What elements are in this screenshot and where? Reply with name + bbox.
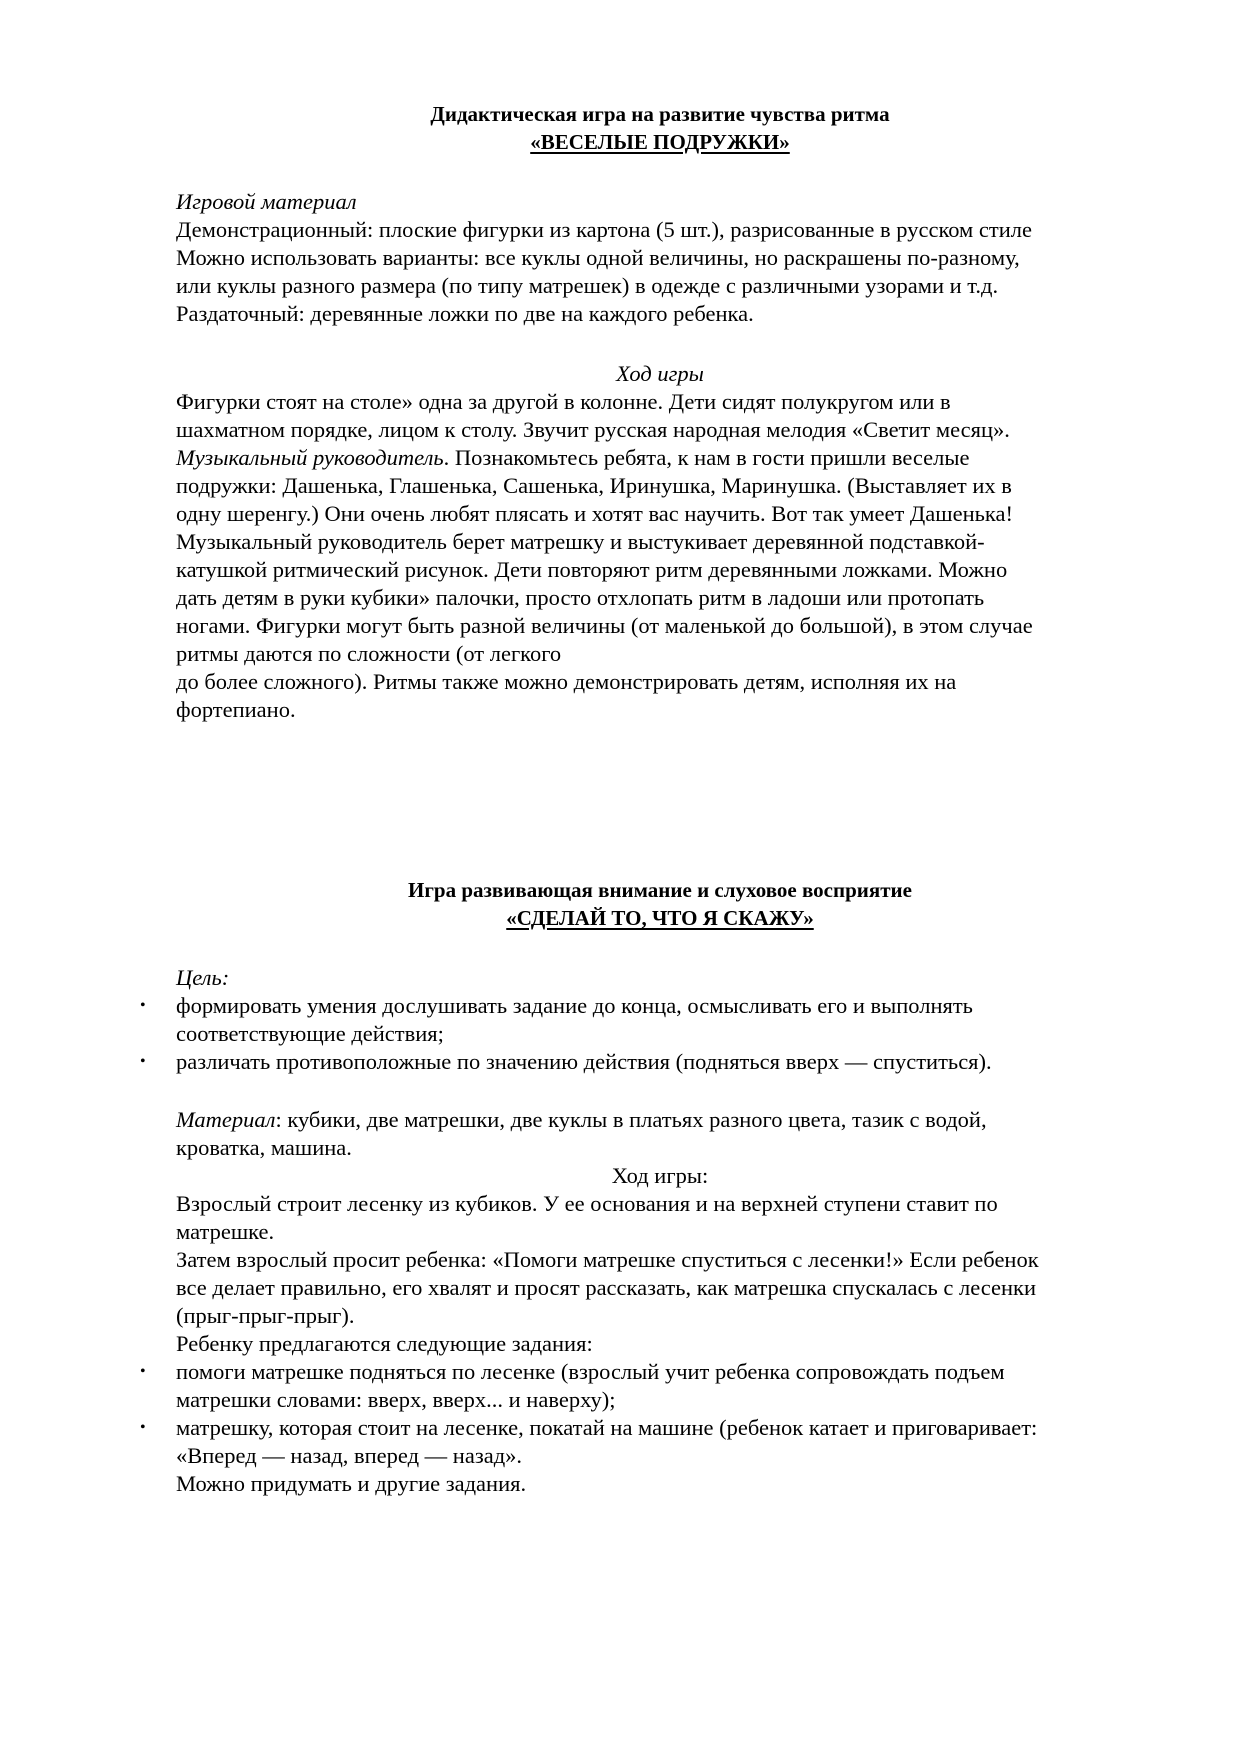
section1-subtitle-text: «ВЕСЕЛЫЕ ПОДРУЖКИ» [530,130,790,154]
task-bullet-line: матрешки словами: вверх, вверх... и наверху); [176,1387,616,1412]
section1-course-line: до более сложного). Ритмы также можно демонстрировать детям, исполняя их на [176,669,957,694]
goal-bullet-line: различать противоположные по значению действия (подняться вверх — спуститься). [176,1049,992,1074]
section2-material-line: кроватка, машина. [176,1135,352,1160]
section2-goal-heading: Цель: [176,965,230,990]
section1-course-line: дать детям в руки кубики» палочки, просто отхлопать ритм в ладоши или протопать [176,585,985,610]
section1-material-heading: Игровой материал [176,189,357,214]
bullet-icon: • [140,1419,146,1436]
section1-subtitle [0,128,1240,156]
section1-speaker-line [176,444,969,472]
task-bullet-line: матрешку, которая стоит на лесенке, покатай на машине (ребенок катает и приговаривает: [176,1415,1038,1440]
bullet-icon: • [140,997,146,1014]
section2-course-line: Ребенку предлагаются следующие задания: [176,1331,593,1356]
section2-title: Игра развивающая внимание и слуховое восприятие [408,878,912,902]
section2-subtitle-text: «СДЕЛАЙ ТО, ЧТО Я СКАЖУ» [506,906,814,930]
bullet-icon: • [140,1053,146,1070]
section2-course-line: матрешке. [176,1219,275,1244]
section1-course-line: фортепиано. [176,697,296,722]
section2-course-line: (прыг-прыг-прыг). [176,1303,355,1328]
section1-course-heading: Ход игры [616,361,704,386]
section2-closing: Можно придумать и другие задания. [176,1471,527,1496]
section1-material-line: Раздаточный: деревянные ложки по две на каждого ребенка. [176,301,754,326]
section2-course-line: Затем взрослый просит ребенка: «Помоги матрешке спуститься с лесенки!» Если ребенок [176,1247,1039,1272]
section1-course-line: ритмы даются по сложности (от легкого [176,641,562,666]
goal-bullet-line: соответствующие действия; [176,1021,444,1046]
section2-course-line: все делает правильно, его хвалят и просят рассказать, как матрешка спускалась с лесенки [176,1275,1037,1300]
section1-material-line: Демонстрационный: плоские фигурки из картона (5 шт.), разрисованные в русском стиле [176,217,1032,242]
material-label: Материал [176,1107,276,1132]
section2-course-heading: Ход игры: [611,1163,709,1188]
section2-material-line [176,1106,987,1134]
speaker-label: Музыкальный руководитель [176,445,444,470]
section1-course-line: Фигурки стоят на столе» одна за другой в колонне. Дети сидят полукругом или в [176,389,951,414]
section1-material-line: или куклы разного размера (по типу матрешек) в одежде с различными узорами и т.д. [176,273,999,298]
task-bullet-line: «Вперед — назад, вперед — назад». [176,1443,523,1468]
section1-title: Дидактическая игра на развитие чувства ритма [430,102,890,126]
section2-subtitle [0,904,1240,932]
task-bullet-line: помоги матрешке подняться по лесенке (взрослый учит ребенка сопровождать подъем [176,1359,1005,1384]
section1-course-line: ногами. Фигурки могут быть разной величины (от маленькой до большой), в этом случае [176,613,1033,638]
section1-material-line: Можно использовать варианты: все куклы одной величины, но раскрашены по-разному, [176,245,1020,270]
section2-course-line: Взрослый строит лесенку из кубиков. У ее основания и на верхней ступени ставит по [176,1191,998,1216]
section1-course-line: шахматном порядке, лицом к столу. Звучит русская народная мелодия «Светит месяц». [176,417,1010,442]
section1-course-line: одну шеренгу.) Они очень любят плясать и хотят вас научить. Вот так умеет Дашенька! [176,501,1013,526]
section1-course-line: Музыкальный руководитель берет матрешку и выстукивает деревянной подставкой- [176,529,985,554]
bullet-icon: • [140,1363,146,1380]
section1-course-line: катушкой ритмический рисунок. Дети повторяют ритм деревянными ложками. Можно [176,557,1008,582]
speaker-text: . Познакомьтесь ребята, к нам в гости пришли веселые [443,445,970,470]
material-text: : кубики, две матрешки, две куклы в платьях разного цвета, тазик с водой, [275,1107,987,1132]
goal-bullet-line: формировать умения дослушивать задание до конца, осмысливать его и выполнять [176,993,973,1018]
section1-course-line: подружки: Дашенька, Глашенька, Сашенька, Иринушка, Маринушка. (Выставляет их в [176,473,1012,498]
